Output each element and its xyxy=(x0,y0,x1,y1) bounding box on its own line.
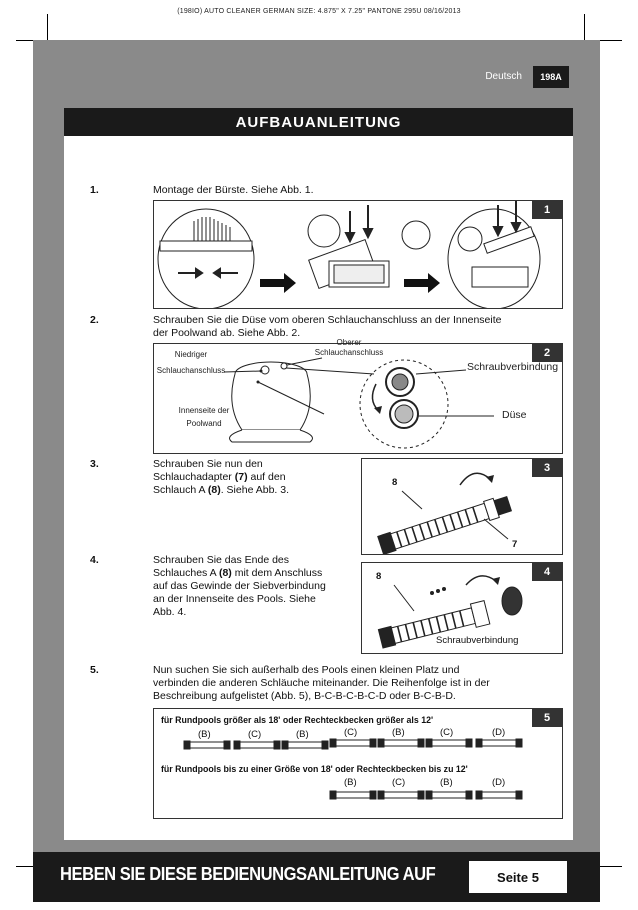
page-title: AUFBAUANLEITUNG xyxy=(64,108,573,136)
instruction-panel xyxy=(64,108,573,840)
step-1-number: 1. xyxy=(90,184,99,196)
step-4-text: Schrauben Sie das Ende des Schlauches A (8) mit dem Anschluss auf das Gewinde der Siebverbindung an der Innenseite des Pools. Siehe Abb. 4. xyxy=(153,554,326,618)
hose-adapter-illustration xyxy=(362,459,562,554)
label-lower-hose-connector: Niedriger Schlauchanschluss xyxy=(156,350,226,375)
step-2-number: 2. xyxy=(90,314,99,326)
crop-mark xyxy=(584,14,585,40)
hose-label: (B) xyxy=(296,729,309,740)
heading-large-pools: für Rundpools größer als 18' oder Rechteckbecken größer als 12' xyxy=(161,715,434,725)
figure-5 xyxy=(153,708,563,819)
page-frame xyxy=(33,40,600,885)
hose-label: (B) xyxy=(344,777,357,788)
hose-label: (B) xyxy=(440,777,453,788)
hose-label: (C) xyxy=(344,727,358,738)
figure-1 xyxy=(153,200,563,309)
figure-2-badge: 2 xyxy=(532,344,562,362)
step-1-text: Montage der Bürste. Siehe Abb. 1. xyxy=(153,184,314,196)
step-2-text-line1: Schrauben Sie die Düse vom oberen Schlauchanschluss an der Innenseite xyxy=(153,314,502,326)
hose-label: (D) xyxy=(492,777,506,788)
part-label-8: 8 xyxy=(376,571,382,582)
step-3-text: Schrauben Sie nun den Schlauchadapter (7) auf den Schlauch A (8). Siehe Abb. 3. xyxy=(153,458,290,496)
figure-4 xyxy=(361,562,563,654)
hose-label: (B) xyxy=(198,729,211,740)
label-screw-connection: Schraubverbindung xyxy=(467,361,559,373)
hose-sequence-large xyxy=(184,739,522,749)
print-spec-line: (198IO) AUTO CLEANER GERMAN SIZE: 4.875" X 7.25" PANTONE 295U 08/16/2013 xyxy=(177,8,461,15)
step-5-text: Nun suchen Sie sich außerhalb des Pools einen kleinen Platz und verbinden die anderen Schläuche miteinander. Die Reihenfolge ist in der Beschreibung aufgelistet (Abb. 5), B-C-B-C-B-C-D oder B-C-B-D. xyxy=(153,664,490,702)
label-nozzle: Düse xyxy=(502,409,527,421)
part-label-7: 7 xyxy=(512,539,518,550)
label-screw-connection: Schraubverbindung xyxy=(436,635,519,646)
hose-label: (C) xyxy=(392,777,406,788)
step-5-number: 5. xyxy=(90,664,99,676)
brush-assembly-illustration xyxy=(154,201,562,308)
hose-label: (C) xyxy=(440,727,454,738)
hose-label: (D) xyxy=(492,727,506,738)
label-pool-wall-inner: Innenseite der Poolwand xyxy=(178,406,230,428)
step-3-number: 3. xyxy=(90,458,99,470)
figure-1-badge: 1 xyxy=(532,201,562,219)
crop-mark xyxy=(47,14,48,40)
page-number: Seite 5 xyxy=(469,861,567,893)
figure-3 xyxy=(361,458,563,555)
figure-2 xyxy=(153,338,563,454)
step-4-number: 4. xyxy=(90,554,99,566)
hose-label: (B) xyxy=(392,727,405,738)
hose-label: (C) xyxy=(248,729,262,740)
figure-4-badge: 4 xyxy=(532,563,562,581)
hose-sequence-small xyxy=(330,791,522,799)
label-upper-hose-connector: Oberer Schlauchanschluss xyxy=(314,338,384,357)
step-2-text-line2: der Poolwand ab. Siehe Abb. 2. xyxy=(153,327,301,339)
part-label-8: 8 xyxy=(392,477,398,488)
document-code-badge: 198A xyxy=(533,66,569,88)
footer-title: HEBEN SIE DIESE BEDIENUNGSANLEITUNG AUF xyxy=(60,864,436,884)
footer-bar xyxy=(33,852,600,902)
figure-5-badge: 5 xyxy=(532,709,562,727)
heading-small-pools: für Rundpools bis zu einer Größe von 18' oder Rechteckbecken bis zu 12' xyxy=(161,764,468,774)
figure-3-badge: 3 xyxy=(532,459,562,477)
language-label: Deutsch xyxy=(485,71,522,82)
